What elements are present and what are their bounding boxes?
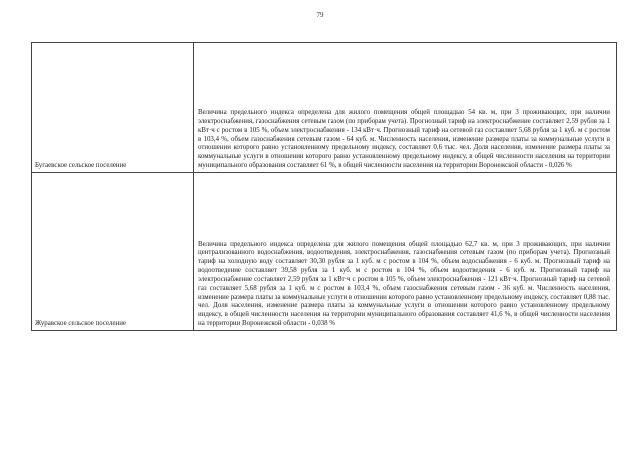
description-text: Величина предельного индекса определена для жилого помещения общей площадью 62,7 кв. м, при 3 проживающих, при наличии централизованного водоснабжения, водоотведения, электроснабжения, газоснабжения сетевым газом (по приборам учета). Прогнозный тариф на холодную воду составляет 30,30 рубля за 1 куб. м с ростом в 104 %, объем водоснабжения - 6 куб. м. Прогнозный тариф на водоотведение составляет 39,58 рубля за 1 куб. м с ростом в 104 %, объем водоотведения - 6 куб. м. Прогнозный тариф на электроснабжение составляет 2,59 рубля за 1 кВт·ч с ростом в 105 %, объем электроснабжения - 121 кВт·ч. Прогнозный тариф на сетевой газ составляет 5,68 рубля за 1 куб. м с ростом в 103,4 %, объем газоснабжения сетевым газом - 36 куб. м. Численность населения, изменение размера платы за коммунальные услуги в отношении которого равно установленному предельному индексу, составляет 0,88 тыс. чел. Доля населения, изменение размера платы за коммунальные услуги в отношении которого равно установленному предельному индексу, в общей численности населения на территории муниципального образования составляет 41,6 %, в общей численности населения на территории Воронежской области - 0,038 % [198, 240, 610, 328]
table-row [32, 43, 617, 173]
settlement-name: Бугаевское сельское поселение [35, 162, 127, 169]
description-cell [194, 173, 617, 331]
description-cell [194, 43, 617, 173]
description-text: Величина предельного индекса определена для жилого помещения общей площадью 54 кв. м, при 3 проживающих, при наличии электроснабжения, газоснабжения сетевым газом (по приборам учета). Прогнозный тариф на электроснабжение составляет 2,59 рубля за 1 кВт·ч с ростом в 105 %, объем электроснабжения - 134 кВт·ч. Прогнозный тариф на сетевой газ составляет 5,68 рубля за 1 куб. м с ростом в 103,4 %, объем газоснабжения сетевым газом - 64 куб. м. Численность населения, изменение размера платы за коммунальные услуги в отношении которого равно установленному предельному индексу, составляет 0,6 тыс. чел. Доля населения, изменение размера платы за коммунальные услуги в отношении которого равно установленному предельному индексу, в общей численности населения на территории муниципального образования составляет 61 %, в общей численности населения на территории Воронежской области - 0,026 % [198, 109, 610, 170]
page-number: 79 [316, 11, 324, 19]
table-row [32, 173, 617, 331]
settlement-name: Журавское сельское поселение [35, 320, 126, 327]
settlement-name-cell [32, 173, 194, 331]
settlement-name-cell [32, 43, 194, 173]
settlements-table [31, 42, 617, 331]
